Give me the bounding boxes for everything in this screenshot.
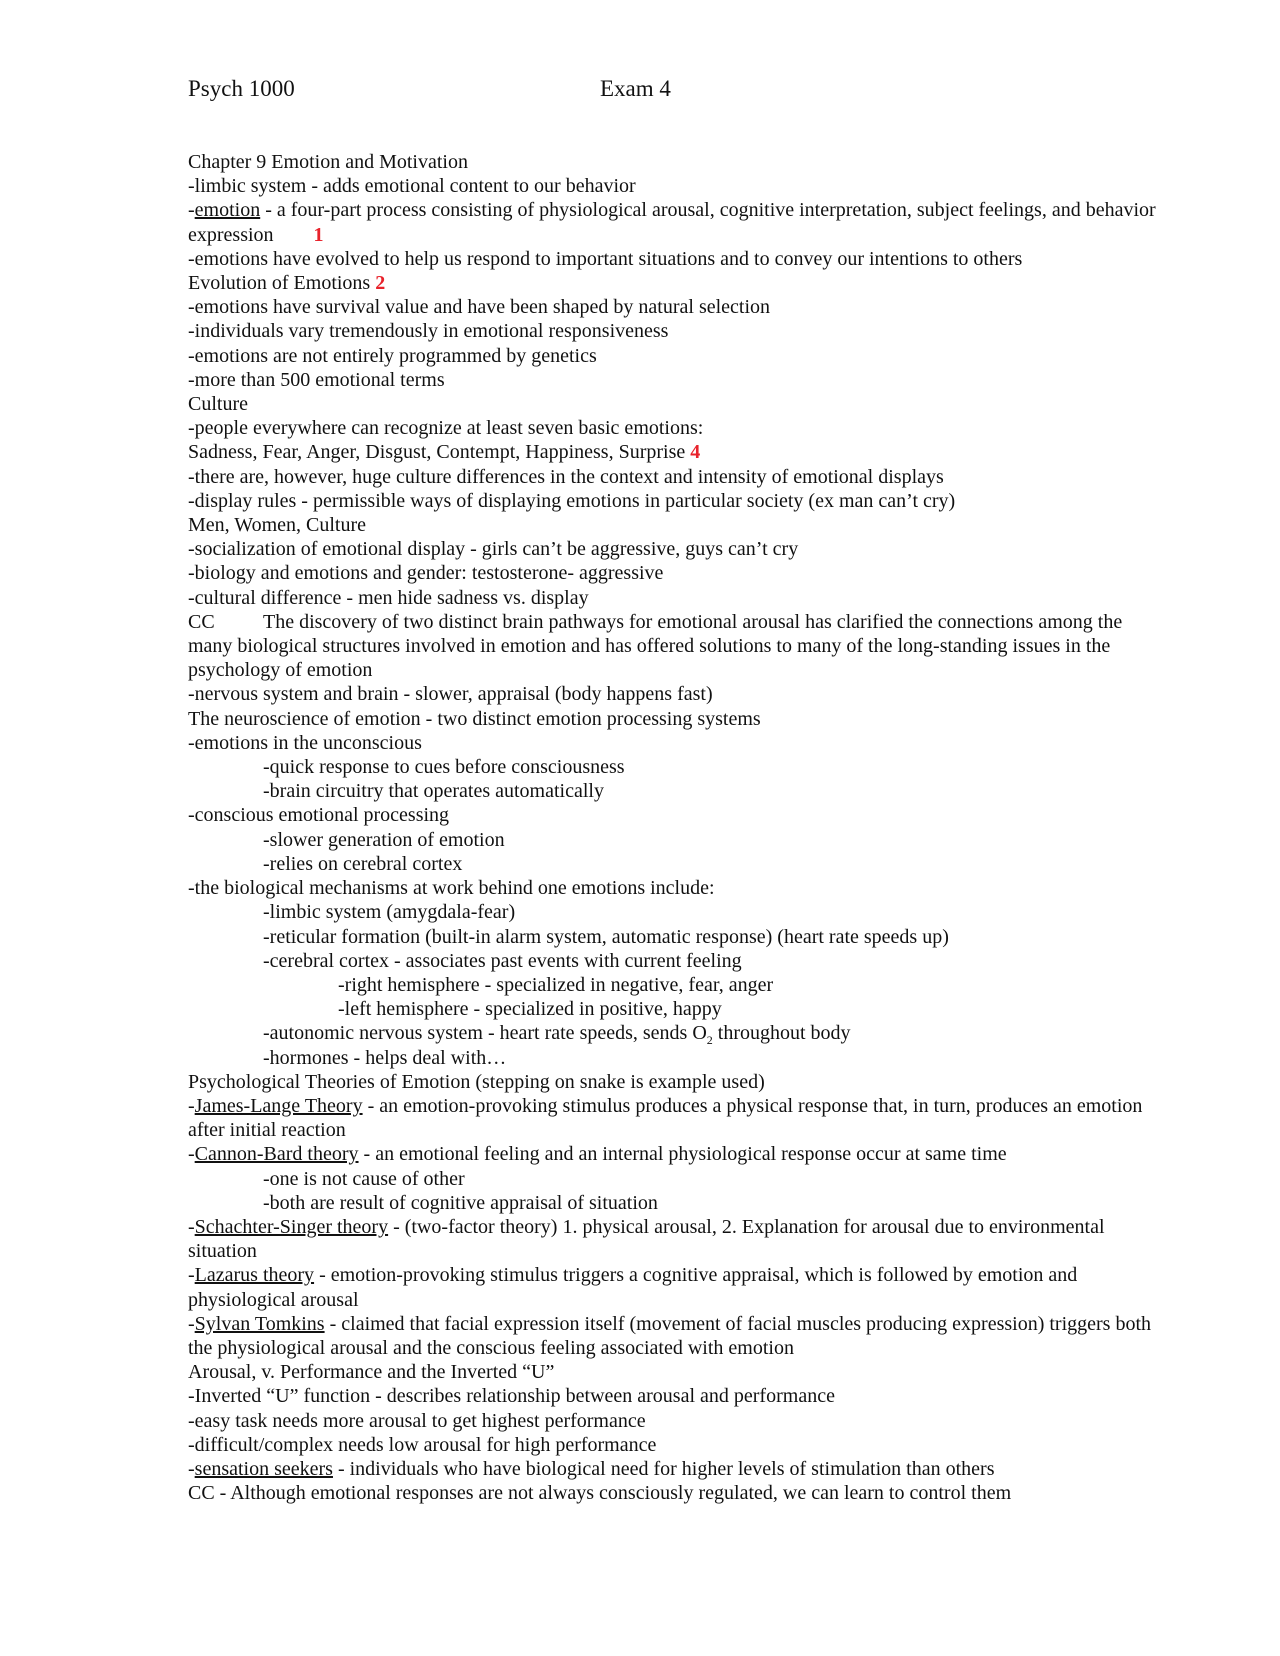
note-text: -emotions in the unconscious [188,731,422,754]
annotation-mark: 2 [375,272,386,295]
note-text: -people everywhere can recognize at least seven basic emotions: [188,417,704,440]
note-text: - [188,1457,195,1480]
annotation-mark: 4 [690,441,701,464]
note-line [188,537,1158,561]
note-text: - [188,1094,195,1117]
note-text: -the biological mechanisms at work behind one emotions include: [188,877,715,900]
note-line [188,465,1158,489]
section-heading [188,1360,1158,1384]
note-line [188,1384,1158,1408]
note-text: -reticular formation (built-in alarm system, automatic response) (heart rate speeds up) [263,925,949,948]
note-text: - [188,1143,195,1166]
note-text: -biology and emotions and gender: testosterone- aggressive [188,562,664,585]
note-text: - individuals who have biological need for higher levels of stimulation than others [332,1457,995,1480]
note-text: -hormones - helps deal with… [263,1046,507,1069]
sub-note-line [188,828,1158,852]
note-text: -one is not cause of other [263,1167,465,1190]
core-concept [188,1481,1158,1505]
chapter-heading-text: Chapter 9 Emotion and Motivation [188,151,468,173]
note-line [188,803,1158,827]
note-text: - (two-factor theory) 1. physical arousal, 2. Explanation for arousal due to environmental situation [188,1215,1105,1263]
theory-line [188,1215,1158,1263]
note-text: Sadness, Fear, Anger, Disgust, Contempt, Happiness, Surprise [188,441,691,464]
note-line [188,416,1158,440]
note-line [188,1409,1158,1433]
note-text: - [188,1215,195,1238]
note-text: -relies on cerebral cortex [263,852,463,875]
sub-note-line [188,1167,1158,1191]
section-heading-text: Men, Women, Culture [188,514,366,537]
note-text: The discovery of two distinct brain pathways for emotional arousal has clarified the connections among the many biological structures involved in emotion and has offered solutions to many of the long-standing issues in the psychology of emotion [188,610,1123,682]
theory-line [188,1142,1158,1166]
note-line [188,682,1158,706]
sub-note-line [188,1021,1158,1048]
note-text: -easy task needs more arousal to get highest performance [188,1409,646,1432]
section-heading [188,271,1158,295]
note-text: -more than 500 emotional terms [188,368,445,391]
subscript: 2 [706,1033,713,1048]
term-cannon-bard: Cannon-Bard theory [194,1143,359,1166]
term-emotion: emotion [194,199,261,222]
note-text: -cultural difference - men hide sadness vs. display [188,586,589,609]
chapter-heading [188,150,1158,174]
note-line [188,368,1158,392]
theory-line [188,1312,1158,1360]
section-heading-text: Evolution of Emotions [188,272,376,295]
note-line [188,561,1158,585]
note-line [188,586,1158,610]
note-text: -limbic system - adds emotional content to our behavior [188,175,636,198]
sub-sub-note-line [188,973,1158,997]
core-concept-label: CC [188,610,215,633]
note-line [188,1433,1158,1457]
note-text: - an emotional feeling and an internal physiological response occur at same time [358,1143,1007,1166]
note-text: -nervous system and brain - slower, appraisal (body happens fast) [188,683,713,706]
sub-note-line [188,925,1158,949]
section-heading [188,513,1158,537]
note-text: CC - Although emotional responses are not always consciously regulated, we can learn to control them [188,1482,1012,1505]
note-text: -right hemisphere - specialized in negative, fear, anger [338,973,774,996]
note-text: -brain circuitry that operates automatically [263,780,604,803]
note-text: throughout body [712,1022,851,1045]
sub-note-line [188,949,1158,973]
note-text: - [188,1312,195,1335]
section-heading [188,392,1158,416]
note-text: - emotion-provoking stimulus triggers a cognitive appraisal, which is followed by emotion and physiological arousal [188,1264,1078,1311]
section-heading-text: Psychological Theories of Emotion (stepping on snake is example used) [188,1070,765,1093]
theory-line [188,1457,1158,1481]
note-text: -socialization of emotional display - girls can’t be aggressive, guys can’t cry [188,538,799,561]
note-line [188,440,1158,464]
definition-emotion [188,198,1158,246]
sub-note-line [188,1191,1158,1215]
notes-body [188,150,1158,1505]
section-heading-text: Arousal, v. Performance and the Inverted “U” [188,1361,555,1384]
note-line [188,344,1158,368]
course-title: Psych 1000 [188,76,295,101]
note-text: -individuals vary tremendously in emotional responsiveness [188,320,669,343]
section-heading-text: Culture [188,393,248,416]
note-text: -limbic system (amygdala-fear) [263,901,516,924]
note-text: - an emotion-provoking stimulus produces a physical response that, in turn, produces an emotion after initial reaction [188,1094,1143,1142]
sub-note-line [188,779,1158,803]
note-text: -slower generation of emotion [263,828,505,851]
section-heading [188,707,1158,731]
note-line [188,295,1158,319]
section-heading [188,1070,1158,1094]
note-text: -display rules - permissible ways of displaying emotions in particular society (ex man can’t cry) [188,489,956,512]
sub-sub-note-line [188,997,1158,1021]
term-lazarus: Lazarus theory [194,1264,315,1287]
note-line [188,731,1158,755]
sub-note-line [188,755,1158,779]
sub-note-line [188,1046,1158,1070]
exam-title: Exam 4 [600,76,671,101]
note-text: -conscious emotional processing [188,804,450,827]
core-concept [188,610,1158,683]
note-text: -autonomic nervous system - heart rate speeds, sends O [263,1022,707,1045]
note-text: -emotions are not entirely programmed by genetics [188,344,597,367]
note-text: -difficult/complex needs low arousal for high performance [188,1433,657,1456]
theory-line [188,1094,1158,1142]
note-text: -emotions have evolved to help us respond to important situations and to convey our intentions to others [188,247,1023,270]
note-text: -there are, however, huge culture differences in the context and intensity of emotional displays [188,465,944,488]
note-text: - [188,199,195,222]
note-text: -left hemisphere - specialized in positive, happy [338,998,722,1021]
note-line [188,174,1158,198]
note-text: - a four-part process consisting of physiological arousal, cognitive interpretation, subject feelings, and behavior expression [188,199,1156,246]
note-text: - claimed that facial expression itself (movement of facial muscles producing expression) triggers both the physiological arousal and the conscious feeling associated with emotion [188,1312,1151,1359]
sub-note-line [188,852,1158,876]
term-schachter-singer: Schachter-Singer theory [194,1215,389,1238]
note-line [188,247,1158,271]
term-sensation-seekers: sensation seekers [194,1457,333,1480]
section-heading-text: The neuroscience of emotion - two distinct emotion processing systems [188,707,761,730]
note-line [188,489,1158,513]
note-text: -quick response to cues before consciousness [263,756,625,779]
annotation-mark: 1 [313,223,324,246]
note-text: -emotions have survival value and have been shaped by natural selection [188,296,771,319]
note-line [188,319,1158,343]
note-text: -both are result of cognitive appraisal of situation [263,1191,658,1214]
note-line [188,876,1158,900]
theory-line [188,1263,1158,1311]
note-text: - [188,1264,195,1287]
term-tomkins: Sylvan Tomkins [194,1312,325,1335]
note-text: -cerebral cortex - associates past events with current feeling [263,949,742,972]
note-text: -Inverted “U” function - describes relationship between arousal and performance [188,1385,835,1408]
term-james-lange: James-Lange Theory [194,1094,363,1117]
sub-note-line [188,900,1158,924]
page-header [188,76,1088,108]
